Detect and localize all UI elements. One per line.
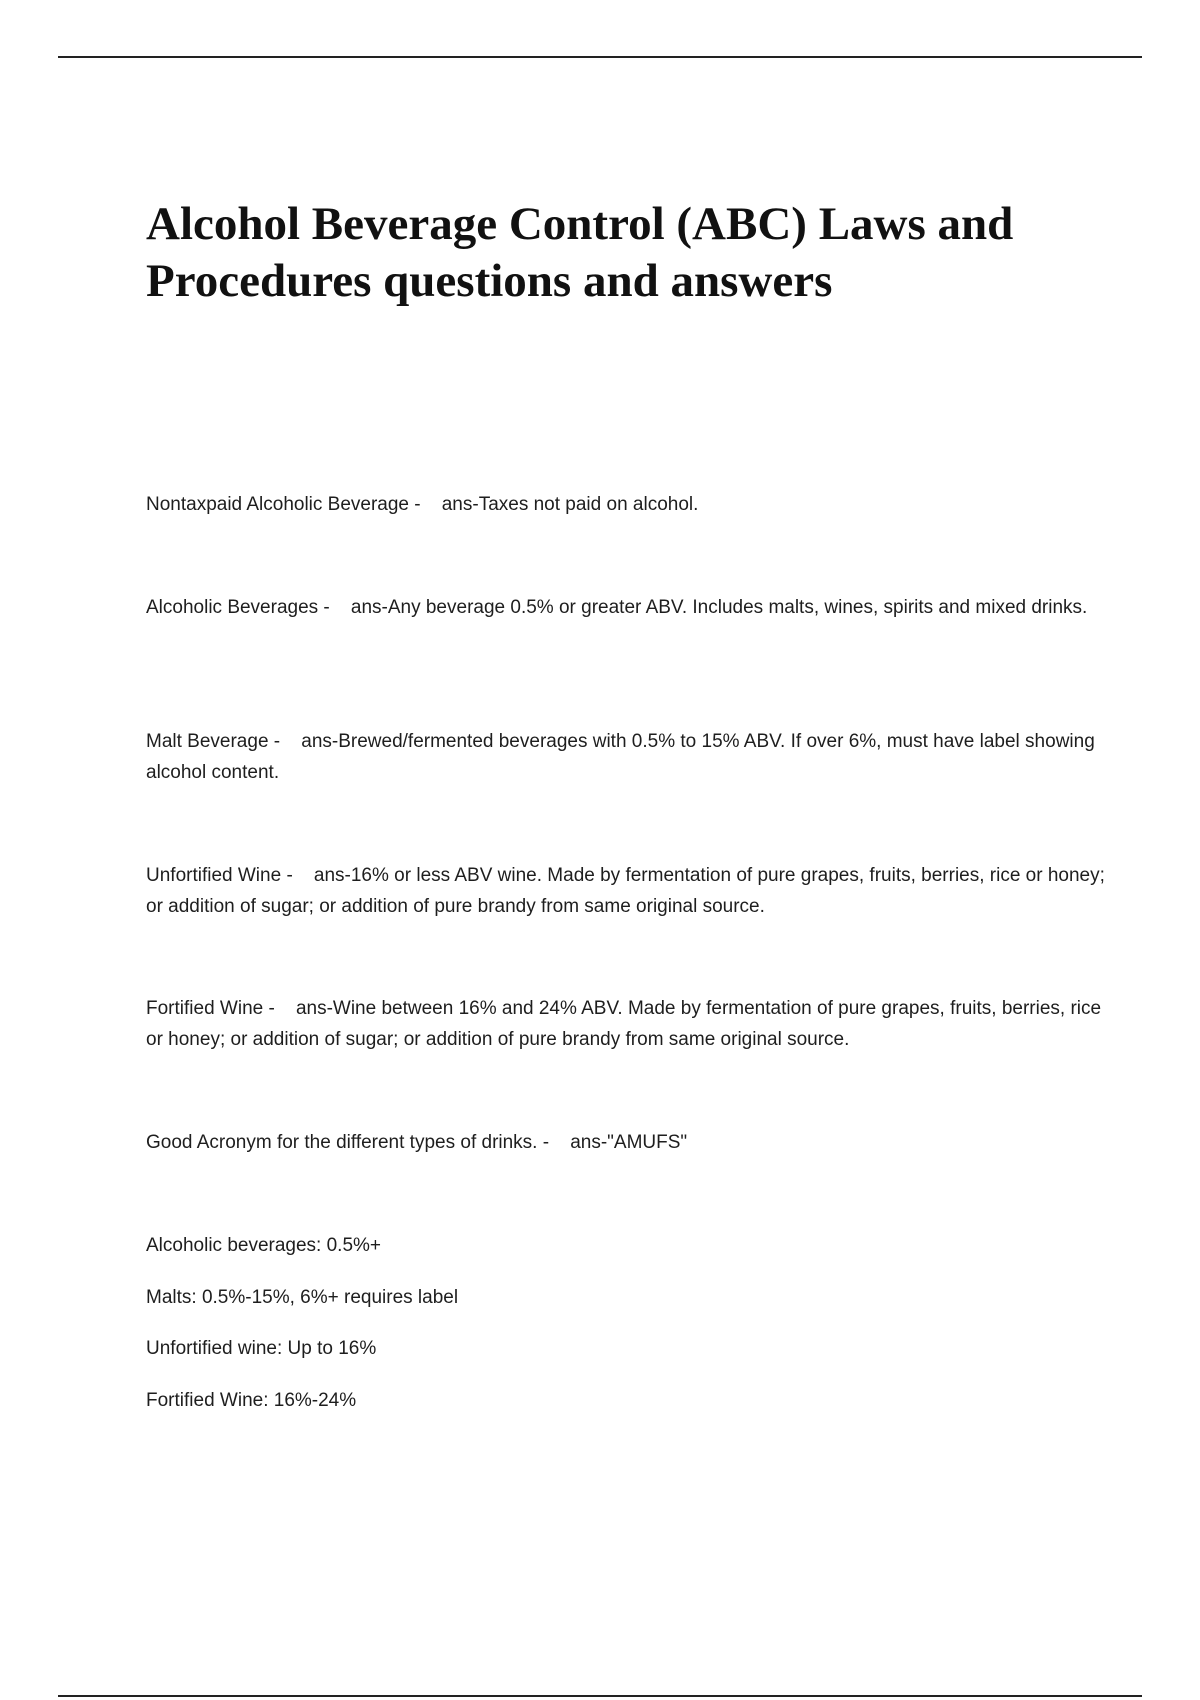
qa-answer: ans-Any beverage 0.5% or greater ABV. Includes malts, wines, spirits and mixed drinks. bbox=[350, 597, 1088, 618]
qa-entry bbox=[146, 726, 1106, 788]
qa-entry bbox=[146, 860, 1106, 922]
qa-term: Good Acronym for the different types of drinks. - bbox=[146, 1132, 550, 1153]
qa-answer: ans-"AMUFS" bbox=[570, 1132, 688, 1153]
qa-term: Fortified Wine - bbox=[146, 998, 275, 1019]
qa-entry bbox=[146, 592, 1106, 623]
top-rule bbox=[58, 56, 1142, 58]
qa-term: Unfortified Wine - bbox=[146, 865, 293, 886]
summary-line: Unfortified wine: Up to 16% bbox=[146, 1338, 377, 1359]
qa-entry bbox=[146, 1127, 1106, 1158]
qa-term: Malt Beverage - bbox=[146, 731, 281, 752]
summary-line: Fortified Wine: 16%-24% bbox=[146, 1390, 357, 1411]
qa-entry bbox=[146, 993, 1106, 1055]
qa-answer: ans-Taxes not paid on alcohol. bbox=[441, 494, 699, 515]
qa-term: Alcoholic Beverages - bbox=[146, 597, 330, 618]
qa-term: Nontaxpaid Alcoholic Beverage - bbox=[146, 494, 421, 515]
bottom-rule bbox=[58, 1695, 1142, 1697]
document-title: Alcohol Beverage Control (ABC) Laws and Procedures questions and answers bbox=[146, 198, 1014, 307]
qa-answer: ans-Wine between 16% and 24% ABV. Made by fermentation of pure grapes, fruits, berries, rice or honey; or addition of sugar; or addition of pure brandy from same original source. bbox=[146, 998, 1102, 1050]
qa-entry bbox=[146, 489, 1106, 520]
qa-answer: ans-16% or less ABV wine. Made by fermentation of pure grapes, fruits, berries, rice or honey; or addition of sugar; or addition of pure brandy from same original source. bbox=[146, 865, 1105, 917]
summary-line: Alcoholic beverages: 0.5%+ bbox=[146, 1235, 382, 1256]
qa-answer: ans-Brewed/fermented beverages with 0.5% to 15% ABV. If over 6%, must have label showing alcohol content. bbox=[146, 731, 1095, 783]
summary-line: Malts: 0.5%-15%, 6%+ requires label bbox=[146, 1287, 459, 1308]
